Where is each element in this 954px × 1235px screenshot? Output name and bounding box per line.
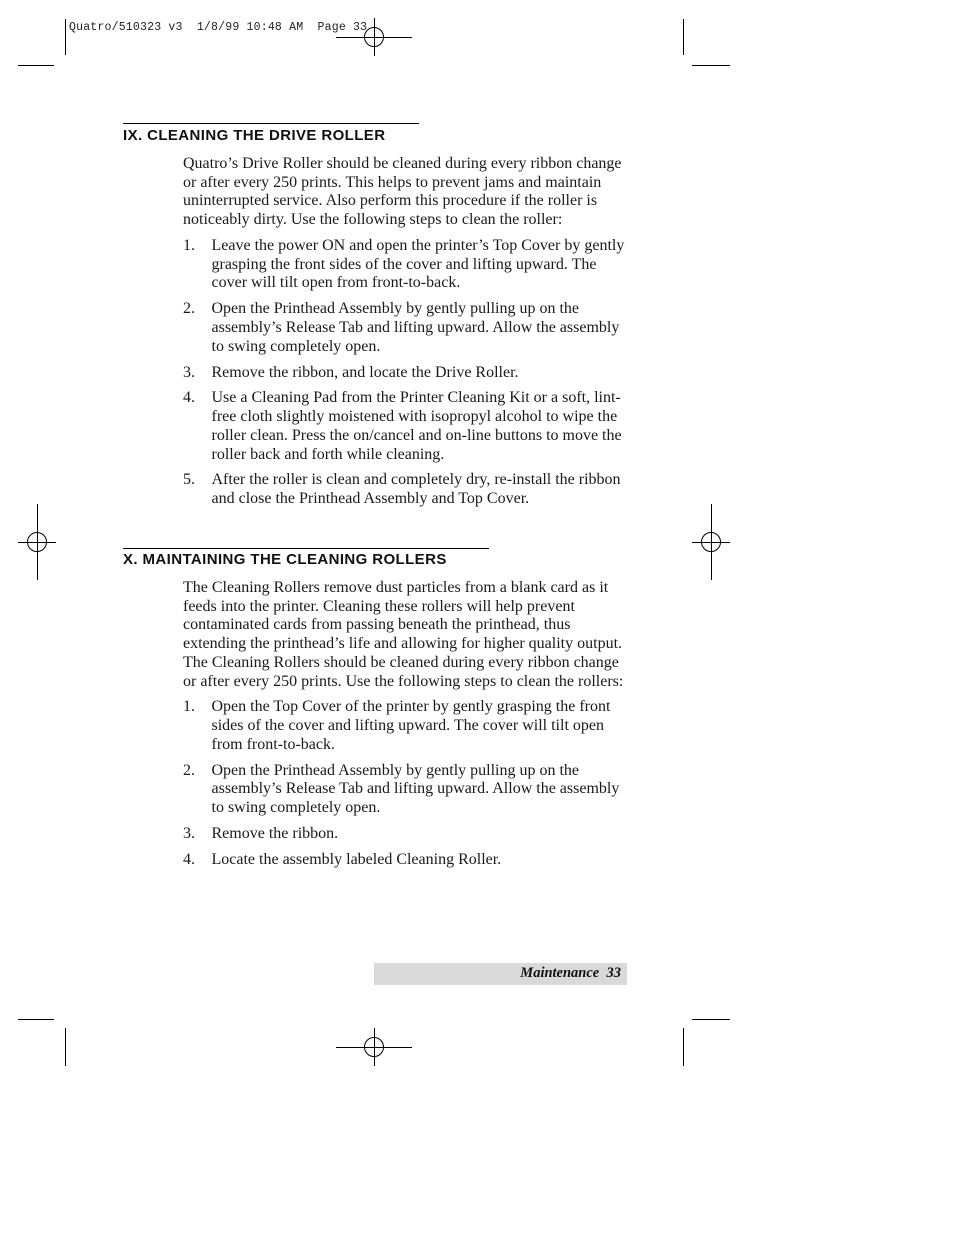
step-text: Remove the ribbon, and locate the Drive Roller. [211, 363, 519, 381]
step-number: 1. [183, 237, 195, 254]
step-number: 5. [183, 471, 195, 489]
step-text: Use a Cleaning Pad from the Printer Cleaning Kit or a soft, lint-free cloth slightly moistened with isopropyl alcohol to wipe the roller clean. Press the on/cancel and on-line buttons to move the roller back and forth while cleaning. [211, 389, 622, 463]
list-item [183, 471, 628, 508]
step-number: 2. [183, 761, 195, 779]
registration-mark-left [18, 504, 56, 580]
page-footer [374, 963, 627, 985]
crop-mark [683, 1028, 684, 1066]
step-number: 1. [183, 698, 195, 716]
print-slug: Quatro/510323 v3 1/8/99 10:48 AM Page 33 [69, 21, 368, 34]
step-text: Open the Printhead Assembly by gently pulling up on the assembly’s Release Tab and lifting upward. Allow the assembly to swing completely open. [211, 761, 620, 817]
crop-mark [683, 19, 684, 55]
list-item [183, 300, 628, 356]
section-intro: The Cleaning Rollers remove dust particles from a blank card as it feeds into the printer. Cleaning these rollers will help prevent contaminated cards from passing beneath the printhead, thus extending the printhead’s life and allowing for higher quality output. The Cleaning Rollers should be cleaned during every ribbon change or after every 250 prints. Use the following steps to clean the rollers: [183, 579, 624, 690]
step-number: 3. [183, 825, 195, 842]
list-item [183, 389, 628, 464]
step-number: 3. [183, 363, 195, 381]
step-number: 4. [183, 850, 195, 868]
section-heading: IX. CLEANING THE DRIVE ROLLER [123, 127, 386, 144]
step-number: 2. [183, 300, 195, 318]
registration-mark-bottom [336, 1028, 412, 1066]
step-text: Locate the assembly labeled Cleaning Roller. [211, 850, 502, 868]
crop-mark [18, 1019, 54, 1020]
list-item [183, 825, 628, 844]
step-number: 4. [183, 389, 195, 407]
step-text: Open the Top Cover of the printer by gently grasping the front sides of the cover and lifting upward. The cover will tilt open from front-to-back. [211, 698, 611, 753]
list-item [183, 237, 628, 293]
section-body [183, 155, 628, 509]
section-rule [123, 548, 489, 549]
section-intro: Quatro’s Drive Roller should be cleaned during every ribbon change or after every 250 prints. This helps to prevent jams and maintain uninterrupted service. Also perform this procedure if the roller is noticeably dirty. Use the following steps to clean the roller: [183, 155, 622, 229]
crop-mark [65, 1028, 66, 1066]
section-rule [123, 123, 419, 124]
section-heading: X. MAINTAINING THE CLEANING ROLLERS [123, 551, 447, 568]
crop-mark [65, 19, 66, 55]
steps-list [183, 698, 628, 869]
section-body [183, 579, 628, 870]
list-item [183, 762, 628, 818]
crop-mark [18, 65, 54, 66]
list-item [183, 364, 628, 383]
list-item [183, 698, 628, 754]
step-text: Leave the power ON and open the printer’s Top Cover by gently grasping the front sides of the cover and lifting upward. The cover will tilt open from front-to-back. [211, 237, 625, 292]
registration-mark-right [692, 504, 730, 580]
step-text: Remove the ribbon. [211, 825, 339, 842]
step-text: After the roller is clean and completely dry, re-install the ribbon and close the Printhead Assembly and Top Cover. [211, 471, 621, 508]
crop-mark [692, 65, 730, 66]
step-text: Open the Printhead Assembly by gently pulling up on the assembly’s Release Tab and lifting upward. Allow the assembly to swing completely open. [211, 300, 620, 355]
steps-list [183, 237, 628, 509]
footer-page-label: Maintenance 33 [520, 965, 621, 981]
registration-mark-top [336, 18, 412, 56]
crop-mark [692, 1019, 730, 1020]
list-item [183, 851, 628, 870]
